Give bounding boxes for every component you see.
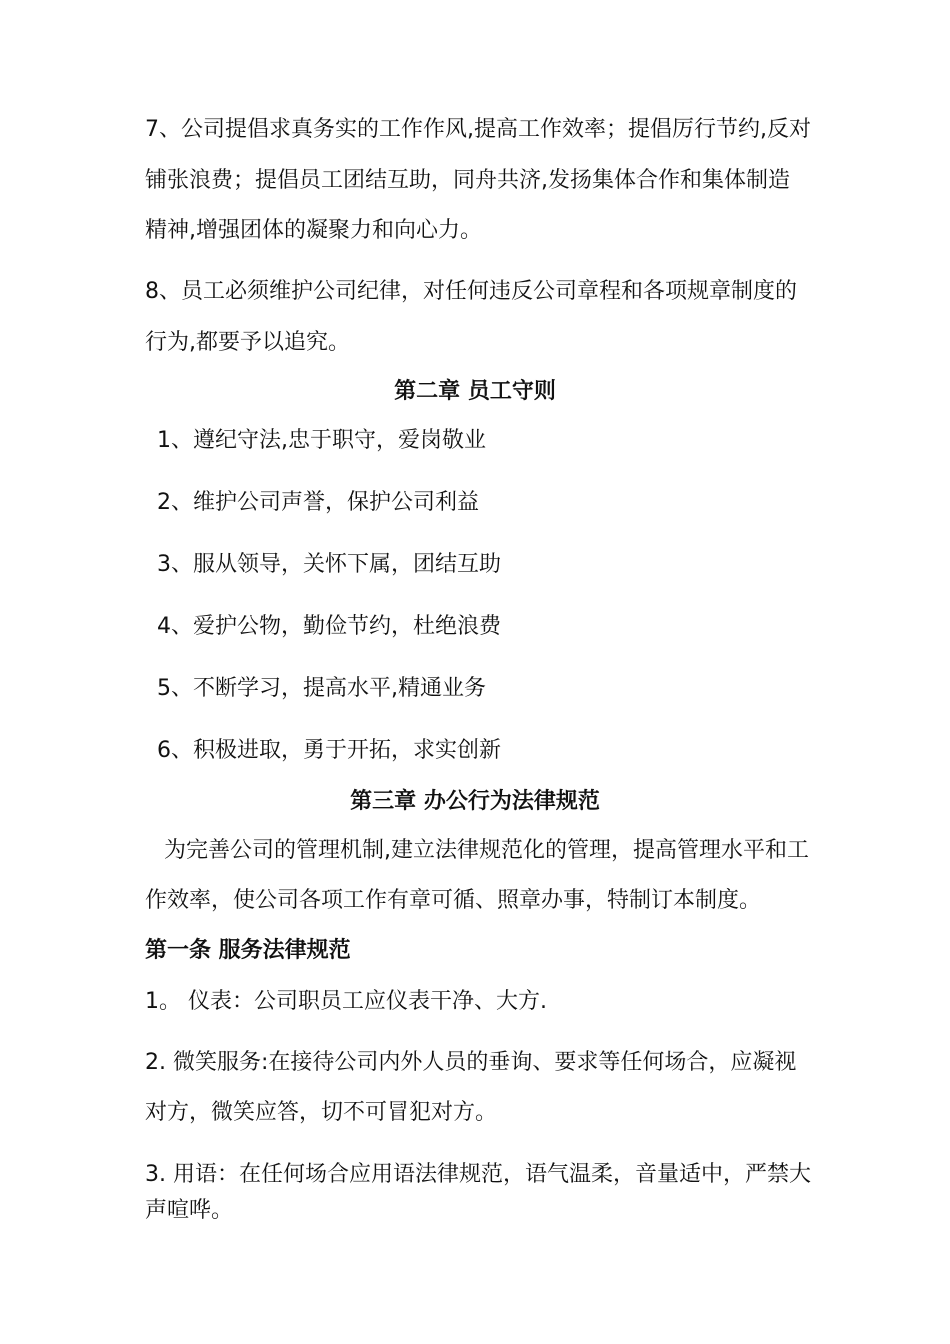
article1-item-3-line2: 声喧哗。 bbox=[145, 1198, 234, 1223]
chapter2-item-1: 1、遵纪守法,忠于职守，爱岗敬业 bbox=[157, 428, 486, 453]
chapter2-item-4: 4、爱护公物，勤俭节约，杜绝浪费 bbox=[157, 614, 501, 639]
item8-line1: 8、员工必须维护公司纪律，对任何违反公司章程和各项规章制度的 bbox=[145, 279, 797, 304]
item7-line2: 铺张浪费；提倡员工团结互助，同舟共济,发扬集体合作和集体制造 bbox=[145, 168, 790, 193]
chapter2-item-3: 3、服从领导，关怀下属，团结互助 bbox=[157, 552, 501, 577]
item7-line1: 7、公司提倡求真务实的工作作风,提高工作效率；提倡厉行节约,反对 bbox=[145, 117, 811, 142]
item8-line2: 行为,都要予以追究。 bbox=[145, 330, 350, 355]
item7-line3: 精神,增强团体的凝聚力和向心力。 bbox=[145, 218, 482, 243]
chapter3-title: 第三章 办公行为法律规范 bbox=[350, 789, 600, 814]
article1-item-2-line1: 2. 微笑服务:在接待公司内外人员的垂询、要求等任何场合，应凝视 bbox=[145, 1050, 797, 1075]
chapter2-item-6: 6、积极进取，勇于开拓，求实创新 bbox=[157, 738, 501, 763]
chapter2-title: 第二章 员工守则 bbox=[394, 379, 556, 404]
article1-item-1: 1。 仪表：公司职员工应仪表干净、大方. bbox=[145, 989, 547, 1014]
chapter2-item-5: 5、不断学习，提高水平,精通业务 bbox=[157, 676, 486, 701]
article1-title: 第一条 服务法律规范 bbox=[145, 938, 351, 963]
chapter2-item-2: 2、维护公司声誉，保护公司利益 bbox=[157, 490, 479, 515]
article1-item-2-line2: 对方，微笑应答，切不可冒犯对方。 bbox=[145, 1100, 498, 1125]
article1-item-3-line1: 3. 用语：在任何场合应用语法律规范，语气温柔，音量适中，严禁大 bbox=[145, 1162, 811, 1187]
chapter3-intro-line1: 为完善公司的管理机制,建立法律规范化的管理，提高管理水平和工 bbox=[164, 838, 809, 863]
chapter3-intro-line2: 作效率，使公司各项工作有章可循、照章办事，特制订本制度。 bbox=[145, 888, 762, 913]
